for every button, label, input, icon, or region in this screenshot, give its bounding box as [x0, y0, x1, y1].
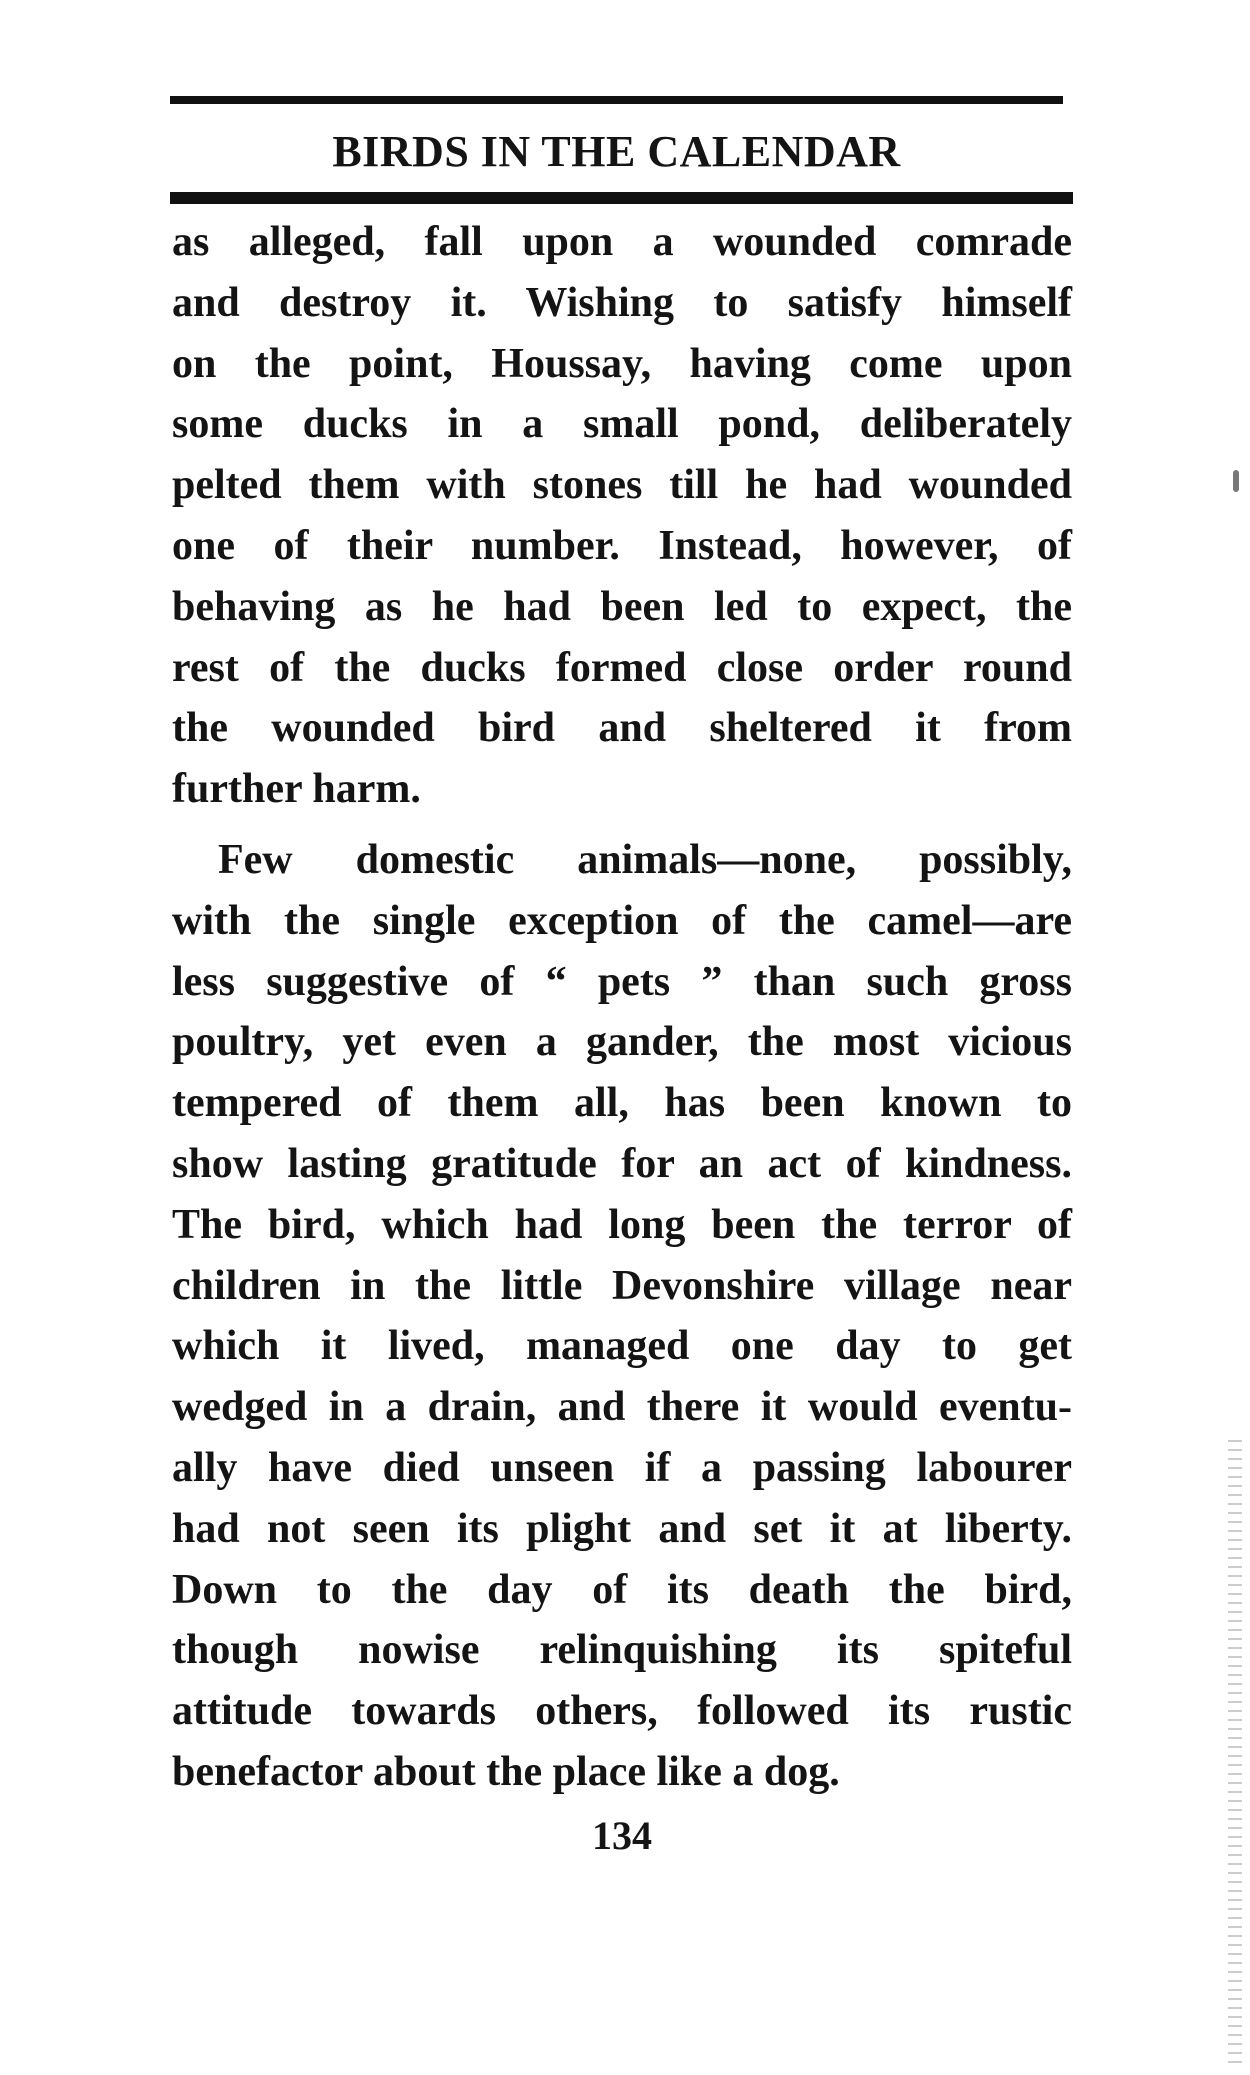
text-line: tempered of them all, has been known to	[172, 1080, 1072, 1127]
header-rule-bottom	[170, 192, 1073, 204]
text-line: benefactor about the place like a dog.	[172, 1748, 840, 1795]
paragraph-1	[172, 212, 1072, 820]
body-text	[172, 212, 1072, 1803]
running-head: BIRDS IN THE CALENDAR	[332, 127, 901, 176]
text-line: poultry, yet even a gander, the most vicious	[172, 1019, 1072, 1066]
text-line: further harm.	[172, 766, 421, 813]
text-line: as alleged, fall upon a wounded comrade	[172, 219, 1072, 265]
text-line: one of their number. Instead, however, of	[172, 522, 1072, 569]
text-line: less suggestive of “ pets ” than such gross	[172, 958, 1072, 1005]
page-number: 134	[592, 1813, 652, 1858]
text-line: ally have died unseen if a passing labourer	[172, 1444, 1072, 1491]
text-line: on the point, Houssay, having come upon	[172, 340, 1072, 387]
text-line: some ducks in a small pond, deliberately	[172, 401, 1072, 448]
text-line: attitude towards others, followed its rustic	[172, 1688, 1072, 1735]
header-rule-top	[170, 96, 1063, 104]
text-line: The bird, which had long been the terror of	[172, 1201, 1072, 1248]
text-line: children in the little Devonshire village near	[172, 1262, 1072, 1309]
text-line: had not seen its plight and set it at liberty.	[172, 1505, 1072, 1552]
paragraph-2	[172, 830, 1072, 1803]
text-line: Down to the day of its death the bird,	[172, 1566, 1072, 1613]
text-line: rest of the ducks formed close order round	[172, 644, 1072, 691]
text-line: which it lived, managed one day to get	[172, 1323, 1072, 1370]
text-line: behaving as he had been led to expect, the	[172, 583, 1072, 630]
text-line: Few domestic animals—none, possibly,	[218, 836, 1072, 883]
text-line: and destroy it. Wishing to satisfy himself	[172, 279, 1072, 326]
scan-speck	[1233, 470, 1239, 492]
text-line: wedged in a drain, and there it would eventu-	[172, 1384, 1072, 1431]
text-line: though nowise relinquishing its spiteful	[172, 1627, 1072, 1674]
text-line: the wounded bird and sheltered it from	[172, 705, 1072, 752]
text-line: show lasting gratitude for an act of kindness.	[172, 1140, 1072, 1187]
scan-edge-noise	[1228, 1440, 1242, 2070]
text-line: pelted them with stones till he had wounded	[172, 462, 1072, 509]
paragraph-gap	[172, 820, 1072, 830]
text-line: with the single exception of the camel—are	[172, 897, 1072, 944]
